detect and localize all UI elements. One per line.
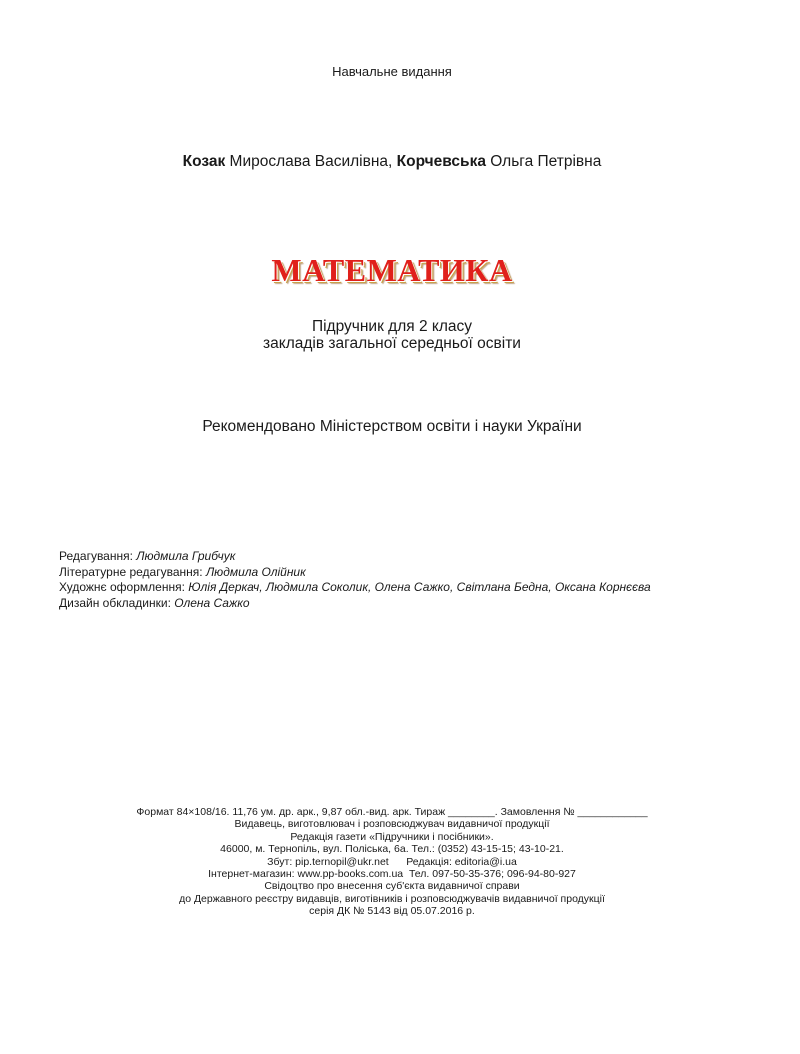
imprint-line: Редакція газети «Підручники і посібники». [290,830,494,843]
credit-cover-design: Дизайн обкладинки: Олена Сажко [59,595,250,610]
authors-line [0,153,784,171]
edition-type: Навчальне видання [332,64,452,79]
editorial-credits [59,549,651,611]
book-subtitle [0,318,784,352]
subtitle-line-2: закладів загальної середньої освіти [263,335,521,352]
author-separator: , [388,153,397,170]
ministry-recommendation: Рекомендовано Міністерством освіти і науки України [202,418,582,435]
subtitle-line-1: Підручник для 2 класу [311,318,473,335]
imprint-line: Видавець, виготовлювач і розповсюджувач видавничої продукції [234,818,550,831]
credit-literary-editing: Літературне редагування: Людмила Олійник [59,564,306,579]
credit-editing: Редагування: Людмила Грибчук [59,549,236,563]
imprint-line: Інтернет-магазин: www.pp-books.com.ua Тел. 097-50-35-376; 096-94-80-927 [208,868,576,881]
imprint-line: серія ДК № 5143 від 05.07.2016 р. [309,905,475,918]
author-1-surname: Козак [182,153,226,170]
imprint-line: до Державного реєстру видавців, виготівників і розповсюджувачів видавничої продукції [179,892,605,905]
book-title: МАТЕМАТИКА [271,252,513,288]
author-2-name: Ольга Петрівна [490,153,602,170]
author-1-name: Мирослава Василівна [229,153,389,170]
author-2-surname: Корчевська [396,153,486,170]
credit-art-design: Художнє оформлення: Юлія Деркач, Людмила Соколик, Олена Сажко, Світлана Бедна, Оксана Корнєєва [59,580,651,594]
imprint-line: 46000, м. Тернопіль, вул. Поліська, 6а. Тел.: (0352) 43-15-15; 43-10-21. [220,843,564,856]
imprint-line: Формат 84×108/16. 11,76 ум. др. арк., 9,87 обл.-вид. арк. Тираж ________. Замовлення № ____________ [136,806,648,818]
imprint-line: Свідоцтво про внесення суб'єкта видавничої справи [264,880,520,893]
imprint-line: Збут: pip.ternopil@ukr.net Редакція: editoria@i.ua [267,855,517,868]
publisher-imprint [0,806,784,918]
